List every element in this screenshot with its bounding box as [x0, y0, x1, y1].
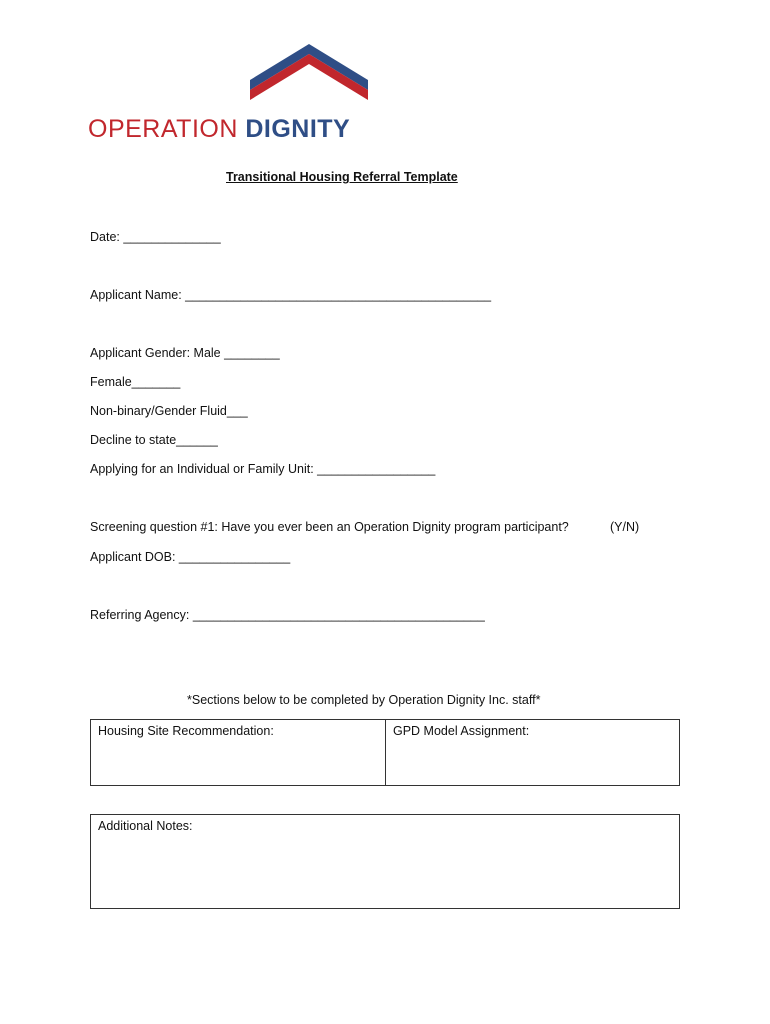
- gender-nonbinary-field[interactable]: Non-binary/Gender Fluid___: [90, 404, 248, 418]
- logo-word-dignity: DIGNITY: [245, 115, 351, 143]
- housing-site-label: Housing Site Recommendation:: [98, 724, 274, 738]
- date-field[interactable]: Date: ______________: [90, 230, 221, 244]
- gender-male-field[interactable]: Applicant Gender: Male ________: [90, 346, 280, 360]
- unit-type-field[interactable]: Applying for an Individual or Family Unit: _________________: [90, 462, 436, 476]
- logo-word-operation: OPERATION: [88, 115, 238, 143]
- screening-question: Screening question #1: Have you ever been an Operation Dignity program participant?: [90, 520, 569, 534]
- dob-field[interactable]: Applicant DOB: ________________: [90, 550, 291, 564]
- gpd-model-label: GPD Model Assignment:: [393, 724, 530, 738]
- staff-only-note: *Sections below to be completed by Operation Dignity Inc. staff*: [187, 693, 541, 707]
- gender-decline-field[interactable]: Decline to state______: [90, 433, 218, 447]
- screening-answer-field[interactable]: (Y/N): [610, 520, 640, 534]
- additional-notes-box[interactable]: [90, 814, 680, 909]
- referring-agency-field[interactable]: Referring Agency: __________________________________________: [90, 608, 485, 622]
- housing-site-box[interactable]: [90, 719, 386, 786]
- operation-dignity-logo: [88, 44, 378, 148]
- gpd-model-box[interactable]: [385, 719, 680, 786]
- logo-wordmark: [88, 114, 350, 144]
- additional-notes-label: Additional Notes:: [98, 819, 193, 833]
- form-title: Transitional Housing Referral Template: [226, 170, 458, 184]
- roof-icon: [250, 44, 368, 102]
- gender-female-field[interactable]: Female_______: [90, 375, 181, 389]
- applicant-name-field[interactable]: Applicant Name: ____________________________________________: [90, 288, 492, 302]
